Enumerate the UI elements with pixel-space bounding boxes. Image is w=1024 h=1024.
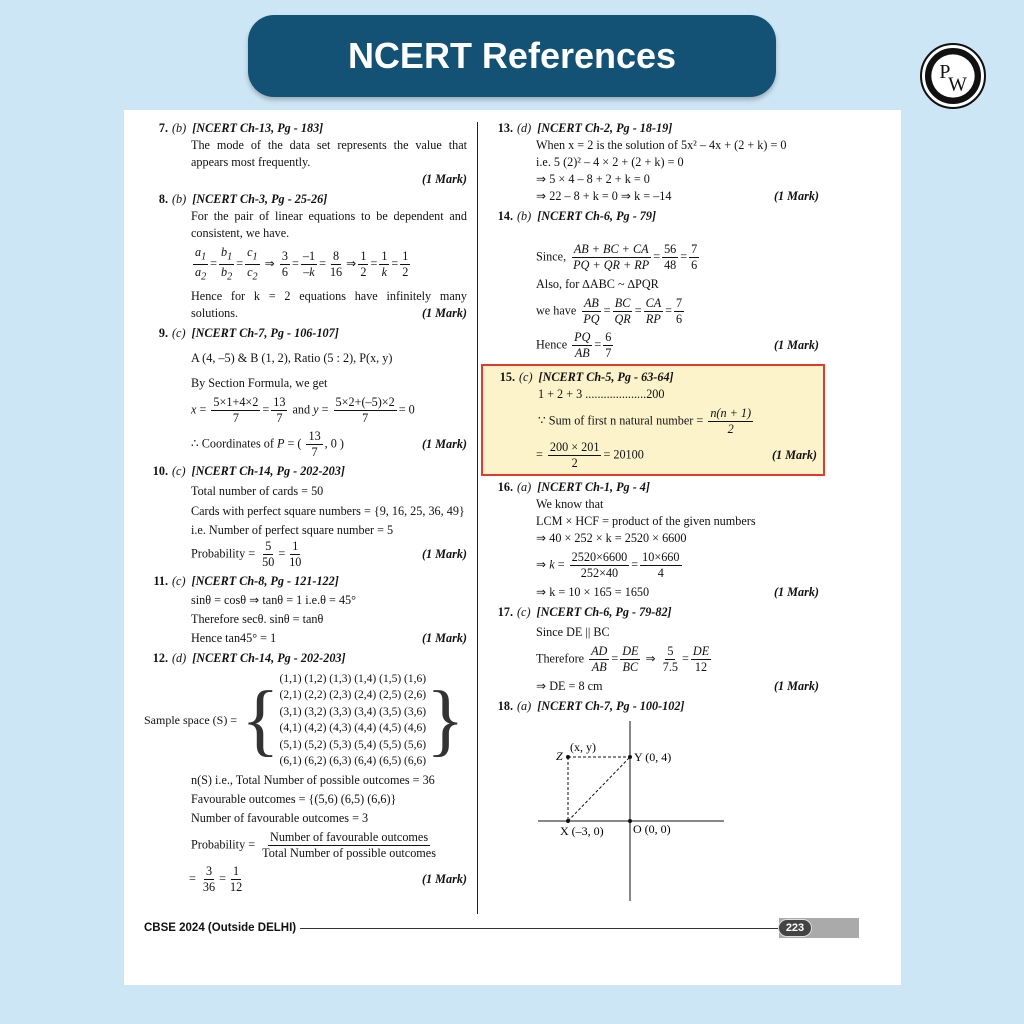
sample-row: (3,1) (3,2) (3,3) (3,4) (3,5) (3,6) [279,705,427,718]
q14-also: Also, for ∆ABC ~ ∆PQR [536,277,659,291]
question-7-ref: [NCERT Ch-13, Pg - 183] [192,121,324,135]
question-8-conclusion: Hence for k = 2 equations have infinitely many solutions. [191,288,467,320]
question-10-ref: [NCERT Ch-14, Pg - 202-203] [191,463,345,478]
question-17-ref: [NCERT Ch-6, Pg - 79-82] [536,605,672,619]
question-9: 9. (c) [NCERT Ch-7, Pg - 106-107] A (4, –5) & B (1, 2), Ratio (5 : 2), P(x, y) By Section Formula, we get x = $\frac{5\times 1+4\times 2}{7}$ = $\frac{13}{7}$ and y = $\frac{5\times 2+(-5)\times 2}{7}$ = 0 ∴ Coordinates of P = ( $\frac{13}{7}$ , 0 ) (1 Mark) [158,325,467,459]
question-10: 10. (c) [NCERT Ch-14, Pg - 202-203] Total number of cards = 50 Cards with perfect square numbers = {9, 16, 25, 36, 49} i.e. Number of perfect square number = 5 Probability = $\frac{5}{50}$ = $\frac{1}{10}$ (1 Mark) [152,463,467,569]
mark-label: (1 Mark) [421,546,467,561]
q14-we-have: we have $\frac{AB}{PQ}$ = $\frac{BC}{QR}$ = $\frac{CA}{RP}$ = $\frac{7}{6}$ [536,296,683,326]
question-15-ref: [NCERT Ch-5, Pg - 63-64] [538,370,674,384]
q13-line-4: ⇒ 22 – 8 + k = 0 ⇒ k = –14 [536,189,672,203]
question-12: 12. (d) [NCERT Ch-14, Pg - 202-203] Sample space (S) = { (1,1) (1,2) (1,3) (1,4) (1,5) (1,6) (2,1) (2,2) (2,3) (2,4) (2,5) (2,6) (3,1) (3,2) (3,3) (3,4) (3,5) (3,6) (4,1) (4,2) (4,3) (4,4) (4,5) (4,6) (5,1) (5,2) (5,3) (5,4) (5,5) (5,6) (6,1) (6,2) (6,3) (6,4) (6,5) (6,6) } n(S) i.e., Total Number of possible outcomes = 36 Favourable outcomes = {(5,6) (6,5) (6,6)} Number of favourable outcomes = 3 Probability = $\frac{\text{Number of favourable outcomes}}{\text{Total Number of possible outcomes}}$ = $\frac{3}{36}$ = $\frac{1}{12}$ (1 Mark) [144,650,467,894]
answer-sheet [124,110,901,985]
q10-line-3: i.e. Number of perfect square number = 5 [191,522,394,537]
question-18: 18. (a) [NCERT Ch-7, Pg - 100-102] Z (x, y) Y (0, 4) X (–3, 0) O (0, 0) [489,698,819,906]
page-banner [248,15,776,97]
column-divider [477,122,478,914]
question-16: 16. (a) [NCERT Ch-1, Pg - 4] We know that LCM × HCF = product of the given numbers ⇒ 40 × 252 × k = 2520 × 6600 ⇒ k = $\frac{2520\times 6600}{252\times 40}$ = $\frac{10\times 660}{4}$ ⇒ k = 10 × 165 = 1650 (1 Mark) [497,480,819,599]
page-footer [144,918,859,938]
mark-label: (1 Mark) [421,630,467,645]
mark-label: (1 Mark) [421,871,467,886]
q16-line-2: LCM × HCF = product of the given numbers [536,514,756,528]
mark-label: (1 Mark) [771,448,817,462]
q12-line-1: n(S) i.e., Total Number of possible outcomes = 36 [191,772,435,787]
q16-k-equation: ⇒ k = $\frac{2520\times 6600}{252\times 40}$ = $\frac{10\times 660}{4}$ [536,550,680,580]
q10-line-1: Total number of cards = 50 [191,483,324,498]
pw-logo-icon [925,48,981,104]
coordinate-graph [491,721,819,906]
sample-row: (5,1) (5,2) (5,3) (5,4) (5,5) (5,6) [279,738,427,751]
point-x [566,819,570,823]
label-o: O (0, 0) [633,822,671,836]
question-16-ref: [NCERT Ch-1, Pg - 4] [537,480,650,494]
q13-line-1: When x = 2 is the solution of 5x² – 4x + (2 + k) = 0 [536,138,787,152]
svg-text:P: P [939,60,951,83]
line-xy [568,757,630,821]
q17-ratio: Therefore $\frac{AD}{AB}$ = $\frac{DE}{BC}$ ⇒ $\frac{5}{7.5}$ = $\frac{DE}{12}$ [536,644,710,674]
point-o [628,819,632,823]
sample-row: (4,1) (4,2) (4,3) (4,4) (4,5) (4,6) [279,722,427,735]
question-15-highlighted: 15. (c) [NCERT Ch-5, Pg - 63-64] 1 + 2 + 3 ....................200 ∵ Sum of first n natural number = $\frac{n(n + 1)}{2}$ = $\frac{200 \times 201}{2}$ = 20100 (1 Mark) [481,364,825,476]
mark-label: (1 Mark) [773,189,819,203]
q11-line-1: sinθ = cosθ ⇒ tanθ = 1 i.e.θ = 45° [191,592,357,607]
right-column [489,120,819,909]
svg-text:W: W [948,73,967,96]
q14-hence: Hence $\frac{PQ}{AB}$ = $\frac{6}{7}$ (1 Mark) [536,330,819,360]
question-9-given: A (4, –5) & B (1, 2), Ratio (5 : 2), P(x, y) [191,350,393,365]
q12-line-2: Favourable outcomes = {(5,6) (6,5) (6,6)} [191,791,397,806]
sample-row: (1,1) (1,2) (1,3) (1,4) (1,5) (1,6) [279,672,427,685]
label-z: Z [556,749,563,763]
mark-label: (1 Mark) [421,436,467,451]
question-9-formula: By Section Formula, we get [191,375,328,390]
mark-label: (1 Mark) [773,338,819,352]
left-column [144,120,467,898]
q17-line-3: ⇒ DE = 8 cm [536,679,603,693]
question-8-ref: [NCERT Ch-3, Pg - 25-26] [192,192,328,206]
question-11: 11. (c) [NCERT Ch-8, Pg - 121-122] sinθ = cosθ ⇒ tanθ = 1 i.e.θ = 45° Therefore secθ. sinθ = tanθ Hence tan45° = 1 (1 Mark) [153,573,467,645]
section-formula-equation: x = $\frac{5\times 1+4\times 2}{7}$ = $\frac{13}{7}$ and y = $\frac{5\times 2+(-5)\times 2}{7}$ = 0 [191,394,415,425]
q10-line-2: Cards with perfect square numbers = {9, 16, 25, 36, 49} [191,503,465,518]
mark-label: (1 Mark) [421,172,467,186]
q12-probability: Probability = $\frac{\text{Number of favourable outcomes}}{\text{Total Number of possible outcomes}}$ [191,829,436,860]
question-8-text: For the pair of linear equations to be dependent and consistent, we have. [191,209,467,240]
sample-row: (2,1) (2,2) (2,3) (2,4) (2,5) (2,6) [279,689,427,702]
question-14-ref: [NCERT Ch-6, Pg - 79] [537,209,657,223]
point-z [566,755,570,759]
q15-line-1: 1 + 2 + 3 ....................200 [538,387,665,401]
q11-line-2: Therefore secθ. sinθ = tanθ [191,611,324,626]
sample-row: (6,1) (6,2) (6,3) (6,4) (6,5) (6,6) [279,755,427,768]
q15-sum-formula: ∵ Sum of first n natural number = $\frac{n(n + 1)}{2}$ [538,406,752,436]
question-18-ref: [NCERT Ch-7, Pg - 100-102] [537,699,685,713]
q16-line-3: ⇒ 40 × 252 × k = 2520 × 6600 [536,531,687,545]
q16-line-1: We know that [536,497,604,511]
label-x: X (–3, 0) [560,824,604,838]
question-13-ref: [NCERT Ch-2, Pg - 18-19] [537,121,673,135]
sample-space-label: Sample space (S) = [144,712,238,727]
banner-title: NCERT References [347,35,677,76]
pw-logo [922,45,984,107]
point-y [628,755,632,759]
question-7: 7. (b) [NCERT Ch-13, Pg - 183] The mode of the data set represents the value that appears most frequently. (1 Mark) [158,121,467,186]
mark-label: (1 Mark) [773,679,819,693]
q14-since: Since, $\frac{AB + BC + CA}{PQ + QR + RP}$ = $\frac{56}{48}$ = $\frac{7}{6}$ [536,242,698,272]
page-number: 223 [778,919,812,937]
q13-line-3: ⇒ 5 × 4 – 8 + 2 + k = 0 [536,172,650,186]
question-17: 17. (c) [NCERT Ch-6, Pg - 79-82] Since DE || BC Therefore $\frac{AD}{AB}$ = $\frac{DE}{BC}$ ⇒ $\frac{5}{7.5}$ = $\frac{DE}{12}$ ⇒ DE = 8 cm (1 Mark) [497,605,819,693]
q13-line-2: i.e. 5 (2)² – 4 × 2 + (2 + k) = 0 [536,155,684,169]
q12-line-3: Number of favourable outcomes = 3 [191,810,369,825]
mark-label: (1 Mark) [773,585,819,599]
question-12-ref: [NCERT Ch-14, Pg - 202-203] [192,650,346,665]
question-11-ref: [NCERT Ch-8, Pg - 121-122] [191,573,339,588]
question-13: 13. (d) [NCERT Ch-2, Pg - 18-19] When x = 2 is the solution of 5x² – 4x + (2 + k) = 0 i.e. 5 (2)² – 4 × 2 + (2 + k) = 0 ⇒ 5 × 4 – 8 + 2 + k = 0 ⇒ 22 – 8 + k = 0 ⇒ k = –14 (1 Mark) [497,121,819,203]
mark-label: (1 Mark) [421,305,467,320]
label-y: Y (0, 4) [634,750,672,764]
q10-probability: Probability = $\frac{5}{50}$ = $\frac{1}{10}$ (1 Mark) [191,538,467,569]
coordinates-row: ∴ Coordinates of P = ( $\frac{13}{7}$ , 0 ) (1 Mark) [191,428,467,459]
footer-label: CBSE 2024 (Outside DELHI) [144,922,297,934]
question-14: 14. (b) [NCERT Ch-6, Pg - 79] Since, $\frac{AB + BC + CA}{PQ + QR + RP}$ = $\frac{56}{48}$ = $\frac{7}{6}$ Also, for ∆ABC ~ ∆PQR we have $\frac{AB}{PQ}$ = $\frac{BC}{QR}$ = $\frac{CA}{RP}$ = $\frac{7}{6}$ Hence $\frac{PQ}{AB}$ = $\frac{6}{7}$ (1 Mark) [497,209,819,360]
question-8: 8. (b) [NCERT Ch-3, Pg - 25-26] For the pair of linear equations to be dependent and consistent, we have. $\frac{a_1}{a_2}$ = $\frac{b_1}{b_2}$ = $\frac{c_1}{c_2}$ ⇒ $\frac{3}{6}$ = $\frac{-1}{-k}$ = $\frac{8}{16}$ ⇒ $\frac{1}{2}$ = $\frac{1}{k}$ = $\frac{1}{2}$ Hence for k = 2 equations have infinitely many solutions. (1 Mark) [158,192,467,320]
ratio-equation: $\frac{a_1}{a_2}$ = $\frac{b_1}{b_2}$ = $\frac{c_1}{c_2}$ ⇒ $\frac{3}{6}$ = $\frac{-1}{-k}$ = $\frac{8}{16}$ ⇒ $\frac{1}{2}$ = $\frac{1}{k}$ = $\frac{1}{2}$ [195,245,409,283]
question-9-ref: [NCERT Ch-7, Pg - 106-107] [191,325,339,340]
label-xy: (x, y) [570,740,596,754]
sample-space: Sample space (S) = { (1,1) (1,2) (1,3) (1,4) (1,5) (1,6) (2,1) (2,2) (2,3) (2,4) (2,5) (2,6) (3,1) (3,2) (3,3) (3,4) (3,5) (3,6) (4,1) (4,2) (4,3) (4,4) (4,5) (4,6) (5,1) (5,2) (5,3) (5,4) (5,5) (5,6) (6,1) (6,2) (6,3) (6,4) (6,5) (6,6) } [144,671,467,770]
question-7-text: The mode of the data set represents the value that appears most frequently. [191,138,467,169]
q16-line-5: ⇒ k = 10 × 165 = 1650 [536,585,650,599]
q11-line-3: Hence tan45° = 1 [191,630,277,645]
q17-line-1: Since DE || BC [536,625,610,639]
sample-space-grid [279,671,426,770]
